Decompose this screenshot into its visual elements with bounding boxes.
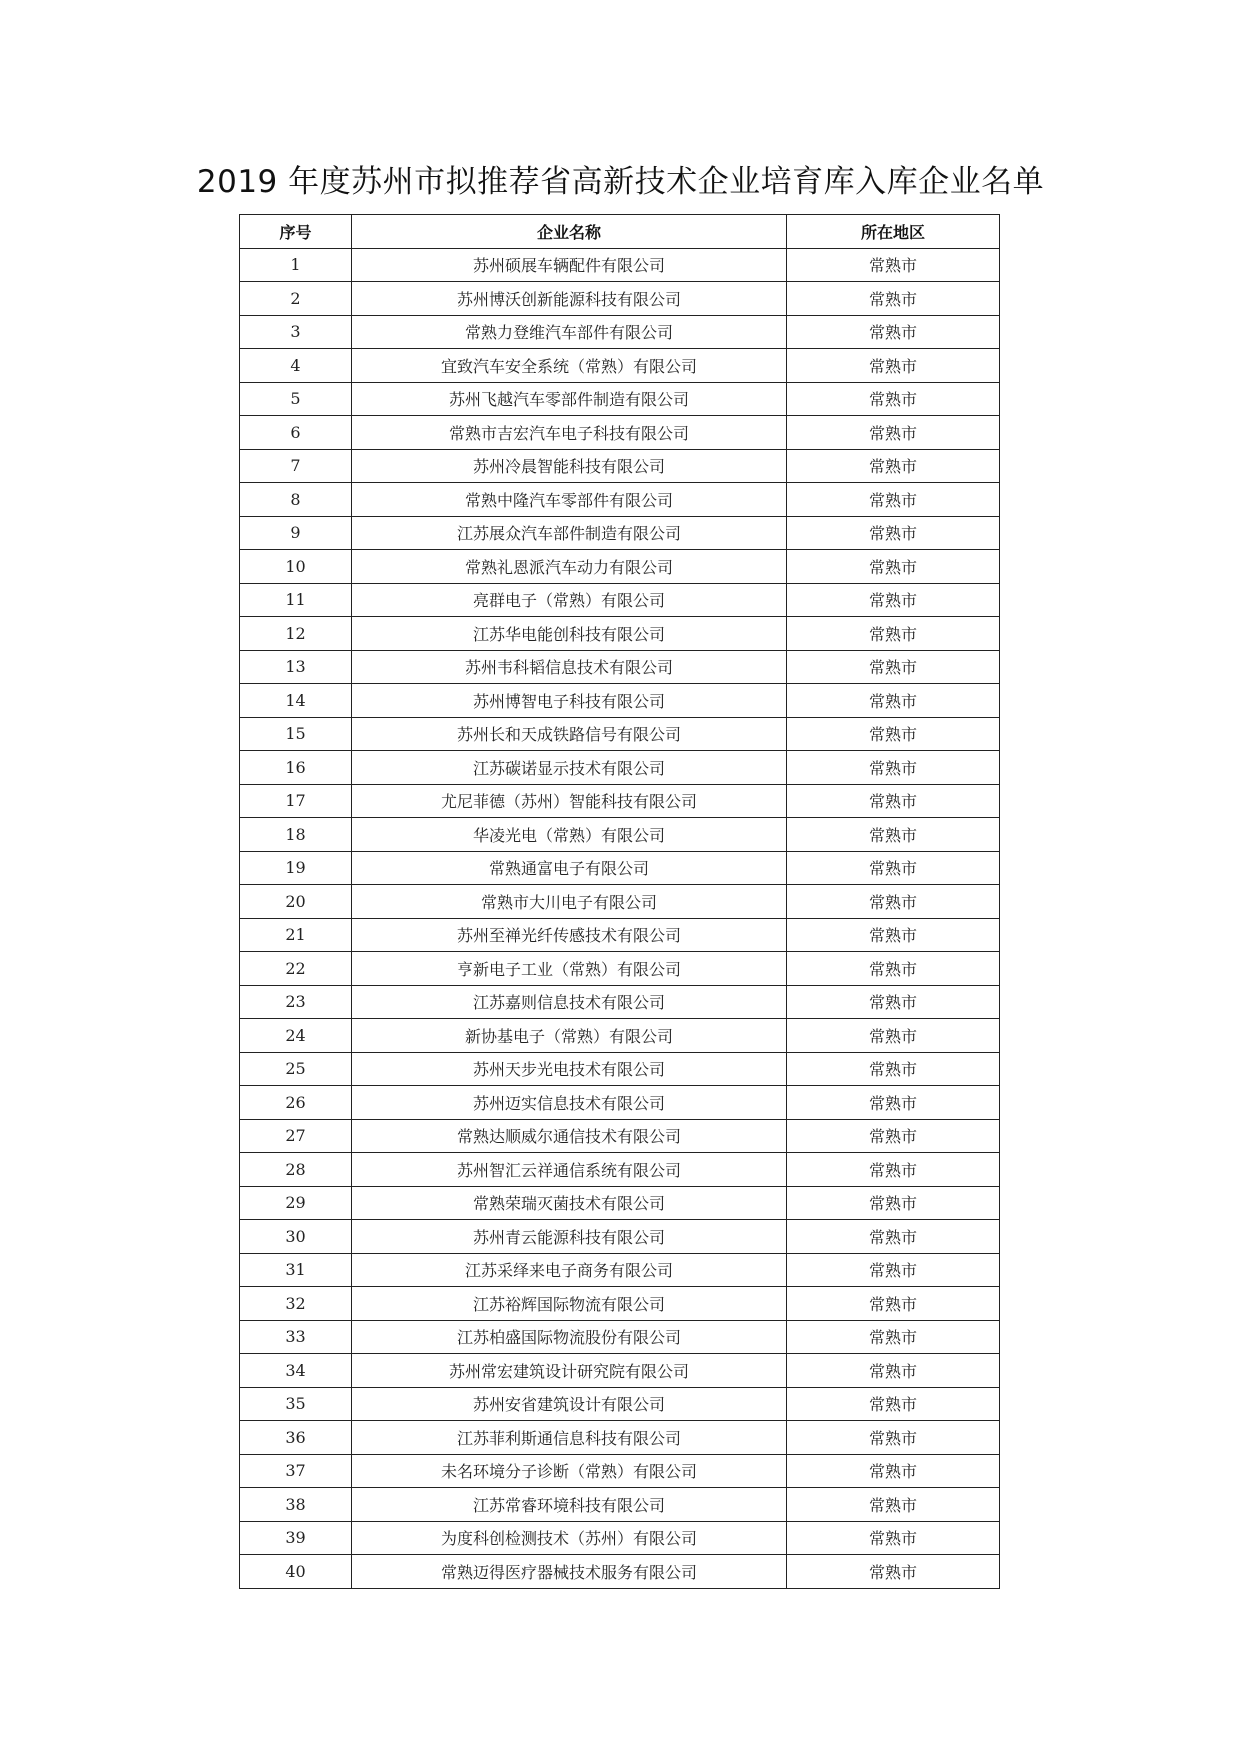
serial-number-cell: 7 (240, 449, 352, 483)
serial-number-cell: 30 (240, 1220, 352, 1254)
table-row (240, 1153, 1000, 1187)
table-row (240, 516, 1000, 550)
header-region: 所在地区 (787, 215, 1000, 249)
region-cell: 常熟市 (787, 1387, 1000, 1421)
serial-number-cell: 26 (240, 1086, 352, 1120)
company-name-cell: 常熟达顺威尔通信技术有限公司 (352, 1119, 787, 1153)
table-row (240, 449, 1000, 483)
company-name-cell: 江苏裕辉国际物流有限公司 (352, 1287, 787, 1321)
table-row (240, 1555, 1000, 1589)
table-row (240, 1488, 1000, 1522)
table-row (240, 550, 1000, 584)
table-row (240, 1052, 1000, 1086)
serial-number-cell: 39 (240, 1521, 352, 1555)
serial-number-cell: 4 (240, 349, 352, 383)
table-row (240, 818, 1000, 852)
region-cell: 常熟市 (787, 1287, 1000, 1321)
company-name-cell: 苏州迈实信息技术有限公司 (352, 1086, 787, 1120)
table-row (240, 583, 1000, 617)
region-cell: 常熟市 (787, 382, 1000, 416)
serial-number-cell: 6 (240, 416, 352, 450)
serial-number-cell: 15 (240, 717, 352, 751)
table-row (240, 1186, 1000, 1220)
serial-number-cell: 2 (240, 282, 352, 316)
company-name-cell: 苏州至禅光纤传感技术有限公司 (352, 918, 787, 952)
region-cell: 常熟市 (787, 1555, 1000, 1589)
region-cell: 常熟市 (787, 1186, 1000, 1220)
company-name-cell: 苏州硕展车辆配件有限公司 (352, 248, 787, 282)
serial-number-cell: 17 (240, 784, 352, 818)
region-cell: 常熟市 (787, 550, 1000, 584)
region-cell: 常熟市 (787, 1052, 1000, 1086)
company-name-cell: 常熟荣瑞灭菌技术有限公司 (352, 1186, 787, 1220)
company-name-cell: 常熟迈得医疗器械技术服务有限公司 (352, 1555, 787, 1589)
serial-number-cell: 37 (240, 1454, 352, 1488)
table-row (240, 985, 1000, 1019)
serial-number-cell: 1 (240, 248, 352, 282)
table-row (240, 1387, 1000, 1421)
serial-number-cell: 9 (240, 516, 352, 550)
header-company-name: 企业名称 (352, 215, 787, 249)
serial-number-cell: 35 (240, 1387, 352, 1421)
serial-number-cell: 27 (240, 1119, 352, 1153)
company-name-cell: 苏州智汇云祥通信系统有限公司 (352, 1153, 787, 1187)
company-name-cell: 苏州韦科韬信息技术有限公司 (352, 650, 787, 684)
company-name-cell: 江苏嘉则信息技术有限公司 (352, 985, 787, 1019)
company-name-cell: 为度科创检测技术（苏州）有限公司 (352, 1521, 787, 1555)
region-cell: 常熟市 (787, 650, 1000, 684)
company-name-cell: 苏州博沃创新能源科技有限公司 (352, 282, 787, 316)
serial-number-cell: 16 (240, 751, 352, 785)
table-header (240, 215, 1000, 249)
table-row (240, 1287, 1000, 1321)
table-row (240, 315, 1000, 349)
serial-number-cell: 19 (240, 851, 352, 885)
region-cell: 常熟市 (787, 1488, 1000, 1522)
region-cell: 常熟市 (787, 516, 1000, 550)
region-cell: 常熟市 (787, 282, 1000, 316)
company-name-cell: 常熟礼恩派汽车动力有限公司 (352, 550, 787, 584)
serial-number-cell: 24 (240, 1019, 352, 1053)
company-name-cell: 未名环境分子诊断（常熟）有限公司 (352, 1454, 787, 1488)
serial-number-cell: 31 (240, 1253, 352, 1287)
serial-number-cell: 20 (240, 885, 352, 919)
table-row (240, 717, 1000, 751)
table-row (240, 483, 1000, 517)
table-row (240, 1086, 1000, 1120)
company-name-cell: 新协基电子（常熟）有限公司 (352, 1019, 787, 1053)
company-name-cell: 宜致汽车安全系统（常熟）有限公司 (352, 349, 787, 383)
serial-number-cell: 34 (240, 1354, 352, 1388)
region-cell: 常熟市 (787, 1119, 1000, 1153)
region-cell: 常熟市 (787, 1253, 1000, 1287)
region-cell: 常熟市 (787, 248, 1000, 282)
serial-number-cell: 18 (240, 818, 352, 852)
company-name-cell: 常熟通富电子有限公司 (352, 851, 787, 885)
serial-number-cell: 22 (240, 952, 352, 986)
table-row (240, 1220, 1000, 1254)
company-name-cell: 江苏柏盛国际物流股份有限公司 (352, 1320, 787, 1354)
region-cell: 常熟市 (787, 349, 1000, 383)
serial-number-cell: 14 (240, 684, 352, 718)
region-cell: 常熟市 (787, 985, 1000, 1019)
table-row (240, 1320, 1000, 1354)
company-name-cell: 江苏展众汽车部件制造有限公司 (352, 516, 787, 550)
table-row (240, 1521, 1000, 1555)
company-name-cell: 华凌光电（常熟）有限公司 (352, 818, 787, 852)
table-row (240, 952, 1000, 986)
region-cell: 常熟市 (787, 885, 1000, 919)
region-cell: 常熟市 (787, 483, 1000, 517)
company-name-cell: 苏州天步光电技术有限公司 (352, 1052, 787, 1086)
serial-number-cell: 40 (240, 1555, 352, 1589)
company-name-cell: 苏州飞越汽车零部件制造有限公司 (352, 382, 787, 416)
serial-number-cell: 13 (240, 650, 352, 684)
page-title: 2019 年度苏州市拟推荐省高新技术企业培育库入库企业名单 (196, 164, 1045, 200)
serial-number-cell: 29 (240, 1186, 352, 1220)
region-cell: 常熟市 (787, 851, 1000, 885)
company-name-cell: 江苏华电能创科技有限公司 (352, 617, 787, 651)
serial-number-cell: 10 (240, 550, 352, 584)
company-name-cell: 苏州博智电子科技有限公司 (352, 684, 787, 718)
serial-number-cell: 3 (240, 315, 352, 349)
enterprise-table (239, 214, 1000, 1589)
table-row (240, 349, 1000, 383)
table-row (240, 1253, 1000, 1287)
serial-number-cell: 28 (240, 1153, 352, 1187)
serial-number-cell: 38 (240, 1488, 352, 1522)
serial-number-cell: 5 (240, 382, 352, 416)
serial-number-cell: 21 (240, 918, 352, 952)
region-cell: 常熟市 (787, 315, 1000, 349)
company-name-cell: 苏州冷晨智能科技有限公司 (352, 449, 787, 483)
company-name-cell: 江苏采绎来电子商务有限公司 (352, 1253, 787, 1287)
table-row (240, 751, 1000, 785)
table-row (240, 784, 1000, 818)
region-cell: 常熟市 (787, 1521, 1000, 1555)
region-cell: 常熟市 (787, 449, 1000, 483)
table-row (240, 282, 1000, 316)
company-name-cell: 亮群电子（常熟）有限公司 (352, 583, 787, 617)
company-name-cell: 常熟中隆汽车零部件有限公司 (352, 483, 787, 517)
company-name-cell: 苏州常宏建筑设计研究院有限公司 (352, 1354, 787, 1388)
table-row (240, 918, 1000, 952)
serial-number-cell: 8 (240, 483, 352, 517)
region-cell: 常熟市 (787, 416, 1000, 450)
serial-number-cell: 12 (240, 617, 352, 651)
company-name-cell: 江苏常睿环境科技有限公司 (352, 1488, 787, 1522)
table-body (240, 248, 1000, 1588)
table-row (240, 885, 1000, 919)
table-row (240, 650, 1000, 684)
region-cell: 常熟市 (787, 751, 1000, 785)
company-name-cell: 常熟力登维汽车部件有限公司 (352, 315, 787, 349)
region-cell: 常熟市 (787, 1019, 1000, 1053)
table-row (240, 684, 1000, 718)
table-row (240, 416, 1000, 450)
header-serial-number: 序号 (240, 215, 352, 249)
region-cell: 常熟市 (787, 818, 1000, 852)
region-cell: 常熟市 (787, 1320, 1000, 1354)
company-name-cell: 常熟市大川电子有限公司 (352, 885, 787, 919)
serial-number-cell: 23 (240, 985, 352, 1019)
serial-number-cell: 36 (240, 1421, 352, 1455)
company-name-cell: 亨新电子工业（常熟）有限公司 (352, 952, 787, 986)
table-row (240, 1454, 1000, 1488)
company-name-cell: 苏州安省建筑设计有限公司 (352, 1387, 787, 1421)
region-cell: 常熟市 (787, 1220, 1000, 1254)
region-cell: 常熟市 (787, 918, 1000, 952)
table-row (240, 617, 1000, 651)
region-cell: 常熟市 (787, 583, 1000, 617)
region-cell: 常熟市 (787, 1421, 1000, 1455)
table-row (240, 1421, 1000, 1455)
company-name-cell: 尤尼菲德（苏州）智能科技有限公司 (352, 784, 787, 818)
company-name-cell: 江苏菲利斯通信息科技有限公司 (352, 1421, 787, 1455)
table-row (240, 1354, 1000, 1388)
table-row (240, 851, 1000, 885)
serial-number-cell: 32 (240, 1287, 352, 1321)
region-cell: 常熟市 (787, 1354, 1000, 1388)
region-cell: 常熟市 (787, 617, 1000, 651)
region-cell: 常熟市 (787, 784, 1000, 818)
company-name-cell: 江苏碳诺显示技术有限公司 (352, 751, 787, 785)
region-cell: 常熟市 (787, 1454, 1000, 1488)
serial-number-cell: 33 (240, 1320, 352, 1354)
table-row (240, 382, 1000, 416)
company-name-cell: 苏州青云能源科技有限公司 (352, 1220, 787, 1254)
region-cell: 常熟市 (787, 1153, 1000, 1187)
serial-number-cell: 25 (240, 1052, 352, 1086)
company-name-cell: 常熟市吉宏汽车电子科技有限公司 (352, 416, 787, 450)
company-name-cell: 苏州长和天成铁路信号有限公司 (352, 717, 787, 751)
region-cell: 常熟市 (787, 684, 1000, 718)
table-row (240, 248, 1000, 282)
region-cell: 常熟市 (787, 1086, 1000, 1120)
region-cell: 常熟市 (787, 952, 1000, 986)
table-row (240, 1119, 1000, 1153)
table-row (240, 1019, 1000, 1053)
header-row (240, 215, 1000, 249)
region-cell: 常熟市 (787, 717, 1000, 751)
serial-number-cell: 11 (240, 583, 352, 617)
